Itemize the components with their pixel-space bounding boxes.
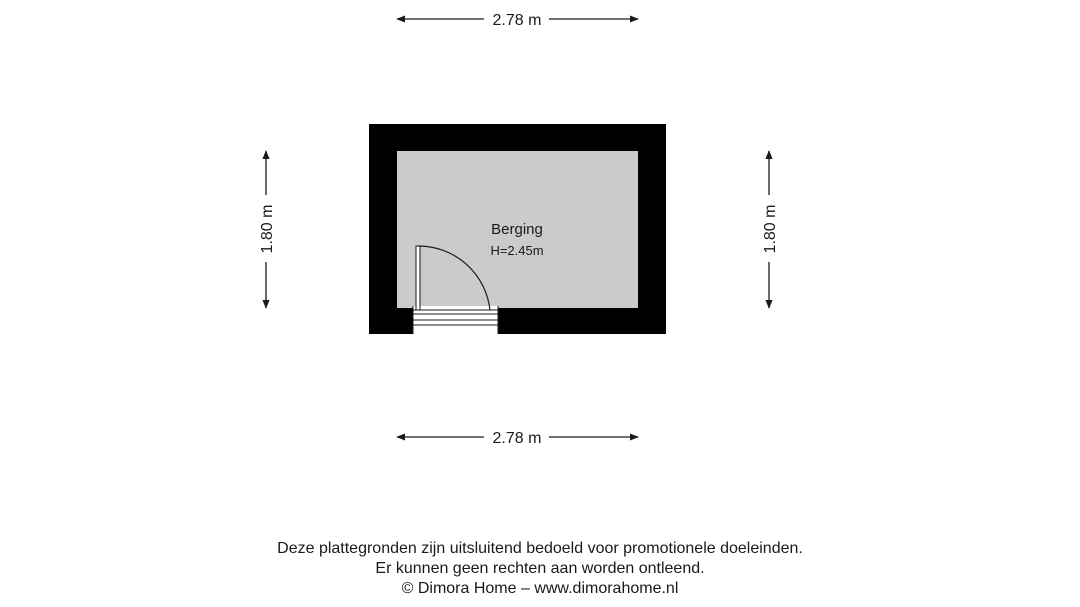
disclaimer-line-1: Deze plattegronden zijn uitsluitend bedoeld voor promotionele doeleinden. xyxy=(277,540,803,557)
dimension-label-left: 1.80 m xyxy=(259,204,276,254)
door-leaf xyxy=(416,246,420,310)
room-name: Berging xyxy=(491,221,543,238)
dimension-right xyxy=(762,151,779,308)
room-height: H=2.45m xyxy=(490,243,544,258)
disclaimer xyxy=(0,539,1080,599)
dimension-label-top: 2.78 m xyxy=(492,12,542,29)
dimension-top xyxy=(397,12,638,29)
dimension-label-bottom: 2.78 m xyxy=(492,430,542,447)
disclaimer-line-2: Er kunnen geen rechten aan worden ontleend. xyxy=(375,560,705,577)
disclaimer-line-3: © Dimora Home – www.dimorahome.nl xyxy=(401,580,679,597)
dimension-left xyxy=(259,151,276,308)
dimension-bottom xyxy=(397,430,638,447)
dimension-label-right: 1.80 m xyxy=(762,204,779,254)
